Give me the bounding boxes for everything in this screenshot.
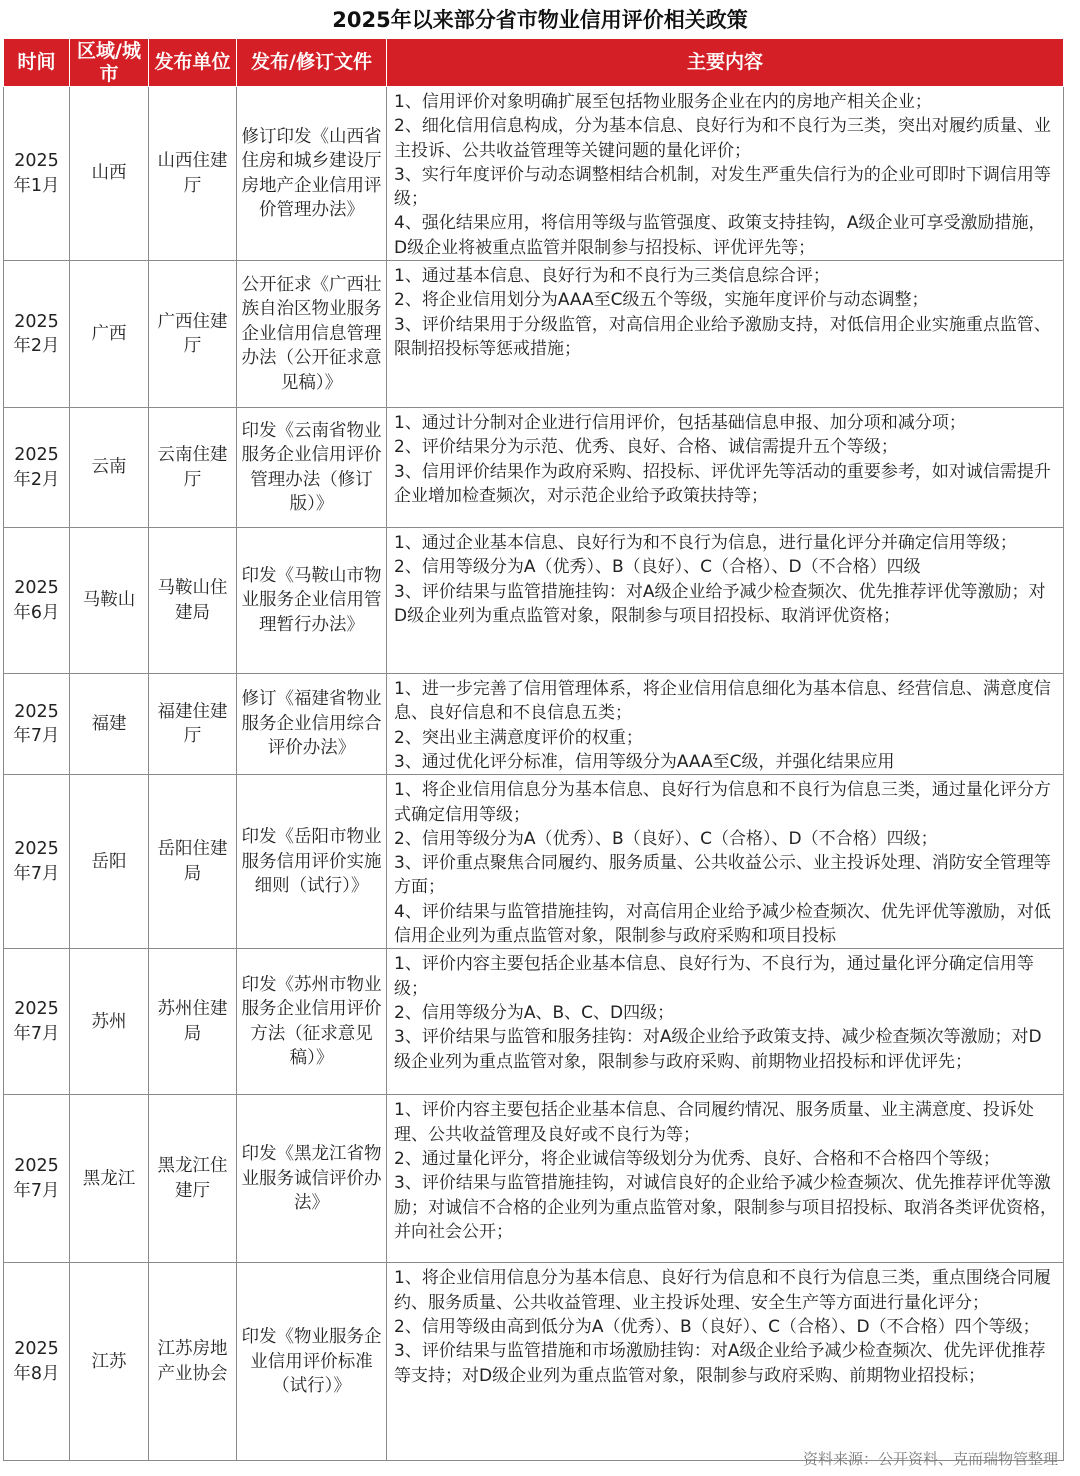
content-line: 1、评价内容主要包括企业基本信息、合同履约情况、服务质量、业主满意度、投诉处理、公共收益管理及良好或不良行为等； (394, 1100, 1034, 1145)
cell-region: 云南 (70, 408, 149, 528)
cell-publisher: 广西住建厅 (149, 261, 237, 408)
header-document: 发布/修订文件 (237, 39, 387, 87)
cell-publisher: 苏州住建局 (149, 949, 237, 1095)
content-line: 3、评价结果用于分级监管，对高信用企业给予激励支持，对低信用企业实施重点监管、限制招投标等惩戒措施； (394, 314, 1051, 359)
cell-time: 2025年1月 (4, 87, 70, 261)
cell-document: 印发《物业服务企业信用评价标准（试行）》 (237, 1263, 387, 1461)
cell-content (387, 528, 1064, 674)
content-line: 2、信用等级分为A、B、C、D四级； (394, 1002, 675, 1023)
content-line: 4、评价结果与监管措施挂钩，对高信用企业给予减少检查频次、优先评优等激励，对低信用企业列为重点监管对象，限制参与政府采购和项目投标 (394, 901, 1051, 947)
cell-document: 公开征求《广西壮族自治区物业服务企业信用信息管理办法（公开征求意见稿）》 (237, 261, 387, 408)
content-line: 2、细化信用信息构成，分为基本信息、良好行为和不良行为三类，突出对履约质量、业主投诉、公共收益管理等关键问题的量化评价； (394, 116, 1051, 161)
header-content: 主要内容 (387, 39, 1064, 87)
cell-time: 2025年7月 (4, 674, 70, 775)
content-line: 2、信用等级由高到低分为A（优秀）、B（良好）、C（合格）、D（不合格）四个等级； (394, 1316, 1040, 1337)
header-publisher: 发布单位 (149, 39, 237, 87)
cell-content (387, 949, 1064, 1095)
cell-content (387, 674, 1064, 775)
content-line: 3、评价重点聚焦合同履约、服务质量、公共收益公示、业主投诉处理、消防安全管理等方面； (394, 853, 1051, 898)
table-row (4, 408, 1064, 528)
cell-publisher: 岳阳住建局 (149, 775, 237, 949)
content-line: 3、信用评价结果作为政府采购、招投标、评优评先等活动的重要参考，如对诚信需提升企业增加检查频次，对示范企业给予政策扶持等； (394, 461, 1051, 506)
table-header-row (4, 39, 1064, 87)
content-line: 3、评价结果与监管和服务挂钩：对A级企业给予政策支持、减少检查频次等激励；对D级企业列为重点监管对象，限制参与政府采购、前期物业招投标和评优评先； (394, 1027, 1042, 1072)
content-line: 3、评价结果与监管措施和市场激励挂钩：对A级企业给予减少检查频次、优先评优推荐等支持；对D级企业列为重点监管对象，限制参与政府采购、前期物业招投标； (394, 1341, 1046, 1386)
cell-region: 江苏 (70, 1263, 149, 1461)
cell-publisher: 福建住建厅 (149, 674, 237, 775)
content-line: 1、通过计分制对企业进行信用评价，包括基础信息申报、加分项和减分项； (394, 413, 966, 434)
cell-publisher: 山西住建厅 (149, 87, 237, 261)
table-row (4, 949, 1064, 1095)
source-note: 资料来源：公开资料、克而瑞物管整理 (802, 1450, 1058, 1468)
cell-time: 2025年8月 (4, 1263, 70, 1461)
cell-time: 2025年6月 (4, 528, 70, 674)
content-line: 3、评价结果与监管措施挂钩，对诚信良好的企业给予减少检查频次、优先推荐评优等激励；对诚信不合格的企业列为重点监管对象，限制参与项目招投标、取消各类评优资格，并向社会公开； (394, 1173, 1057, 1242)
header-time: 时间 (4, 39, 70, 87)
cell-content (387, 775, 1064, 949)
content-line: 3、评价结果与监管措施挂钩：对A级企业给予减少检查频次、优先推荐评优等激励；对D级企业列为重点监管对象，限制参与项目招投标、取消评优资格； (394, 581, 1046, 626)
table-row (4, 87, 1064, 261)
cell-region: 福建 (70, 674, 149, 775)
table-body (4, 87, 1064, 1461)
table-row (4, 1263, 1064, 1461)
cell-content (387, 1095, 1064, 1263)
cell-time: 2025年7月 (4, 1095, 70, 1263)
cell-document: 印发《云南省物业服务企业信用评价管理办法（修订版）》 (237, 408, 387, 528)
table-title: 2025年以来部分省市物业信用评价相关政策 (332, 8, 748, 32)
content-line: 2、信用等级分为A（优秀）、B（良好）、C（合格）、D（不合格）四级； (394, 828, 938, 849)
content-line: 2、评价结果分为示范、优秀、良好、合格、诚信需提升五个等级； (394, 437, 898, 458)
cell-content (387, 87, 1064, 261)
cell-region: 山西 (70, 87, 149, 261)
cell-content (387, 408, 1064, 528)
content-line: 1、将企业信用信息分为基本信息、良好行为信息和不良行为信息三类，重点围绕合同履约、服务质量、公共收益管理、业主投诉处理、安全生产等方面进行量化评分； (394, 1268, 1051, 1313)
cell-time: 2025年2月 (4, 408, 70, 528)
policy-table (3, 38, 1064, 1461)
cell-time: 2025年7月 (4, 949, 70, 1095)
cell-publisher: 马鞍山住建局 (149, 528, 237, 674)
cell-content (387, 261, 1064, 408)
cell-content (387, 1263, 1064, 1461)
cell-document: 印发《岳阳市物业服务信用评价实施细则（试行）》 (237, 775, 387, 949)
content-line: 1、将企业信用信息分为基本信息、良好行为信息和不良行为信息三类，通过量化评分方式确定信用等级； (394, 780, 1051, 825)
cell-region: 岳阳 (70, 775, 149, 949)
content-line: 3、实行年度评价与动态调整相结合机制，对发生严重失信行为的企业可即时下调信用等级； (394, 164, 1051, 210)
content-line: 1、进一步完善了信用管理体系，将企业信用信息细化为基本信息、经营信息、满意度信息、良好信息和不良信息五类； (394, 679, 1051, 724)
content-line: 1、通过企业基本信息、良好行为和不良行为信息，进行量化评分并确定信用等级； (394, 533, 1017, 554)
cell-time: 2025年7月 (4, 775, 70, 949)
content-line: 3、通过优化评分标准，信用等级分为AAA至C级，并强化结果应用 (394, 751, 895, 772)
cell-publisher: 江苏房地产业协会 (149, 1263, 237, 1461)
content-line: 4、强化结果应用，将信用等级与监管强度、政策支持挂钩，A级企业可享受激励措施，D级企业将被重点监管并限制参与招投标、评优评先等； (394, 213, 1046, 258)
content-line: 1、信用评价对象明确扩展至包括物业服务企业在内的房地产相关企业； (394, 92, 932, 112)
content-line: 2、信用等级分为A（优秀）、B（良好）、C（合格）、D（不合格）四级 (394, 557, 921, 578)
cell-publisher: 云南住建厅 (149, 408, 237, 528)
cell-region: 广西 (70, 261, 149, 408)
header-region: 区域/城市 (70, 39, 149, 87)
cell-document: 修订印发《山西省住房和城乡建设厅 房地产企业信用评价管理办法》 (237, 87, 387, 261)
content-line: 2、通过量化评分，将企业诚信等级划分为优秀、良好、合格和不合格四个等级； (394, 1148, 1000, 1169)
content-line: 2、突出业主满意度评价的权重； (394, 727, 643, 748)
table-row (4, 674, 1064, 775)
table-row (4, 1095, 1064, 1263)
content-line: 1、评价内容主要包括企业基本信息、良好行为、不良行为，通过量化评分确定信用等级； (394, 954, 1034, 999)
content-line: 1、通过基本信息、良好行为和不良行为三类信息综合评； (394, 266, 830, 287)
cell-document: 修订《福建省物业服务企业信用综合评价办法》 (237, 674, 387, 775)
table-row (4, 528, 1064, 674)
cell-region: 苏州 (70, 949, 149, 1095)
content-line: 2、将企业信用划分为AAA至C级五个等级，实施年度评价与动态调整； (394, 290, 929, 311)
cell-document: 印发《马鞍山市物业服务企业信用管理暂行办法》 (237, 528, 387, 674)
table-row (4, 775, 1064, 949)
cell-document: 印发《苏州市物业服务企业信用评价方法（征求意见稿）》 (237, 949, 387, 1095)
cell-time: 2025年2月 (4, 261, 70, 408)
table-row (4, 261, 1064, 408)
cell-region: 黑龙江 (70, 1095, 149, 1263)
cell-publisher: 黑龙江住建厅 (149, 1095, 237, 1263)
cell-document: 印发《黑龙江省物业服务诚信评价办法》 (237, 1095, 387, 1263)
cell-region: 马鞍山 (70, 528, 149, 674)
